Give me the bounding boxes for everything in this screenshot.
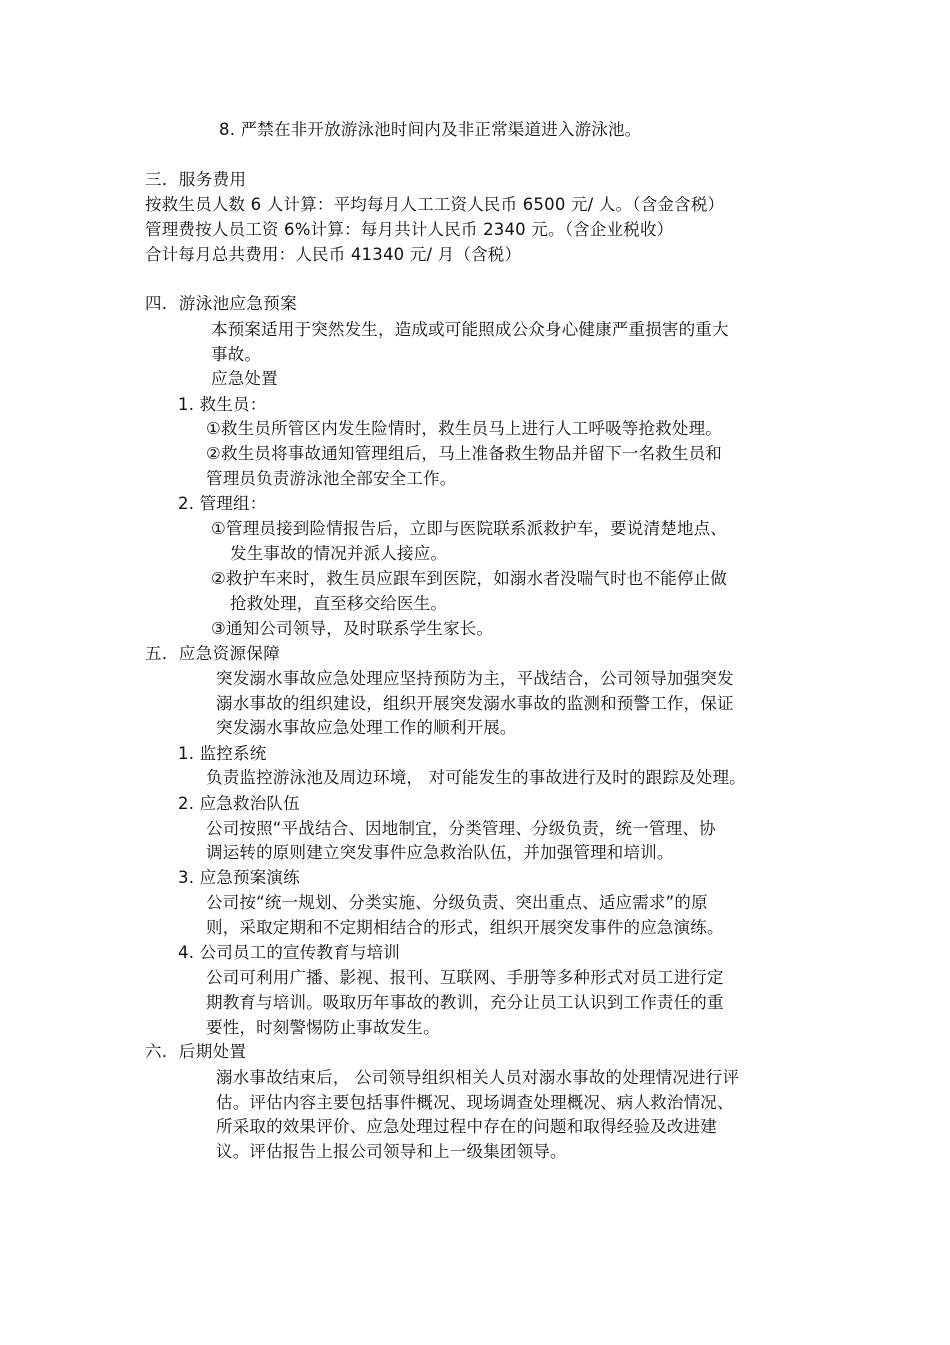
sec4-intro-line-2: 事故。 xyxy=(211,345,262,364)
sec6-line-3: 所采取的效果评价、应急处理过程中存在的问题和取得经验及改进建 xyxy=(216,1117,717,1136)
sec4-item-2-title: 2. 管理组： xyxy=(178,494,267,513)
sec4-item-1-b-line-1: ②救生员将事故通知管理组后，马上准备救生物品并留下一名救生员和 xyxy=(206,444,722,463)
fee-line-1: 按救生员人数 6 人计算：平均每月人工工资人民币 6500 元/ 人。（含金含税） xyxy=(145,195,725,214)
sec4-item-2-a-line-1: ①管理员接到险情报告后，立即与医院联系派救护车，要说清楚地点、 xyxy=(211,519,727,538)
sec4-item-2-c: ③通知公司领导，及时联系学生家长。 xyxy=(211,619,494,638)
sec4-item-1-title: 1. 救生员： xyxy=(178,395,267,414)
sec4-intro-line-1: 本预案适用于突然发生，造成或可能照成公众身心健康严重损害的重大 xyxy=(211,320,729,339)
sec4-item-1-a: ①救生员所管区内发生险情时，救生员马上进行人工呼吸等抢救处理。 xyxy=(206,419,722,438)
sec5-item-2-line-1: 公司按照“平战结合、因地制宜，分类管理、分级负责，统一管理、协 xyxy=(206,819,716,838)
sec4-item-2-b-line-2: 抢救处理，直至移交给医生。 xyxy=(230,594,448,613)
sec5-intro-line-1: 突发溺水事故应急处理应坚持预防为主，平战结合，公司领导加强突发 xyxy=(216,669,734,688)
section-3-heading: 三．服务费用 xyxy=(145,170,247,189)
sec5-item-2-title: 2. 应急救治队伍 xyxy=(178,794,300,813)
sec5-item-4-line-1: 公司可利用广播、影视、报刊、互联网、手册等多种形式对员工进行定 xyxy=(206,968,724,987)
section-5-heading: 五．应急资源保障 xyxy=(145,644,281,663)
sec5-item-4-line-3: 要性，时刻警惕防止事故发生。 xyxy=(206,1018,440,1037)
sec5-item-3-line-2: 则，采取定期和不定期相结合的形式，组织开展突发事件的应急演练。 xyxy=(206,918,724,937)
sec4-item-2-b-line-1: ②救护车来时，救生员应跟车到医院，如溺水者没喘气时也不能停止做 xyxy=(211,569,727,588)
fee-line-2: 管理费按人员工资 6%计算：每月共计人民币 2340 元。（含企业税收） xyxy=(145,220,674,239)
sec5-item-4-line-2: 期教育与培训。吸取历年事故的教训，充分让员工认识到工作责任的重 xyxy=(206,993,724,1012)
sec4-item-1-b-line-2: 管理员负责游泳池全部安全工作。 xyxy=(206,469,457,488)
sec5-intro-line-2: 溺水事故的组织建设，组织开展突发溺水事故的监测和预警工作，保证 xyxy=(216,694,734,713)
sec5-item-3-line-1: 公司按“统一规划、分类实施、分级负责、突出重点、适应需求”的原 xyxy=(206,893,708,912)
sec5-item-2-line-2: 调运转的原则建立突发事件应急救治队伍，并加强管理和培训。 xyxy=(206,843,674,862)
rule-item-8: 8. 严禁在非开放游泳池时间内及非正常渠道进入游泳池。 xyxy=(219,120,642,139)
section-6-heading: 六．后期处置 xyxy=(145,1042,247,1061)
fee-line-3: 合计每月总共费用：人民币 41340 元/ 月（含税） xyxy=(145,245,522,264)
sec5-intro-line-3: 突发溺水事故应急处理工作的顺利开展。 xyxy=(216,718,517,737)
sec5-item-4-title: 4. 公司员工的宣传教育与培训 xyxy=(178,943,400,962)
sec6-line-1: 溺水事故结束后， 公司领导组织相关人员对溺水事故的处理情况进行评 xyxy=(216,1068,740,1087)
sec6-line-2: 估。评估内容主要包括事件概况、现场调查处理概况、病人救治情况、 xyxy=(216,1093,734,1112)
sec4-subheading: 应急处置 xyxy=(211,369,278,388)
sec4-item-2-a-line-2: 发生事故的情况并派人接应。 xyxy=(230,544,448,563)
section-4-heading: 四．游泳池应急预案 xyxy=(145,294,298,313)
sec5-item-3-title: 3. 应急预案演练 xyxy=(178,868,300,887)
sec5-item-1-title: 1. 监控系统 xyxy=(178,744,267,763)
sec5-item-1-text: 负责监控游泳池及周边环境， 对可能发生的事故进行及时的跟踪及处理。 xyxy=(206,768,746,787)
sec6-line-4: 议。评估报告上报公司领导和上一级集团领导。 xyxy=(216,1142,567,1161)
